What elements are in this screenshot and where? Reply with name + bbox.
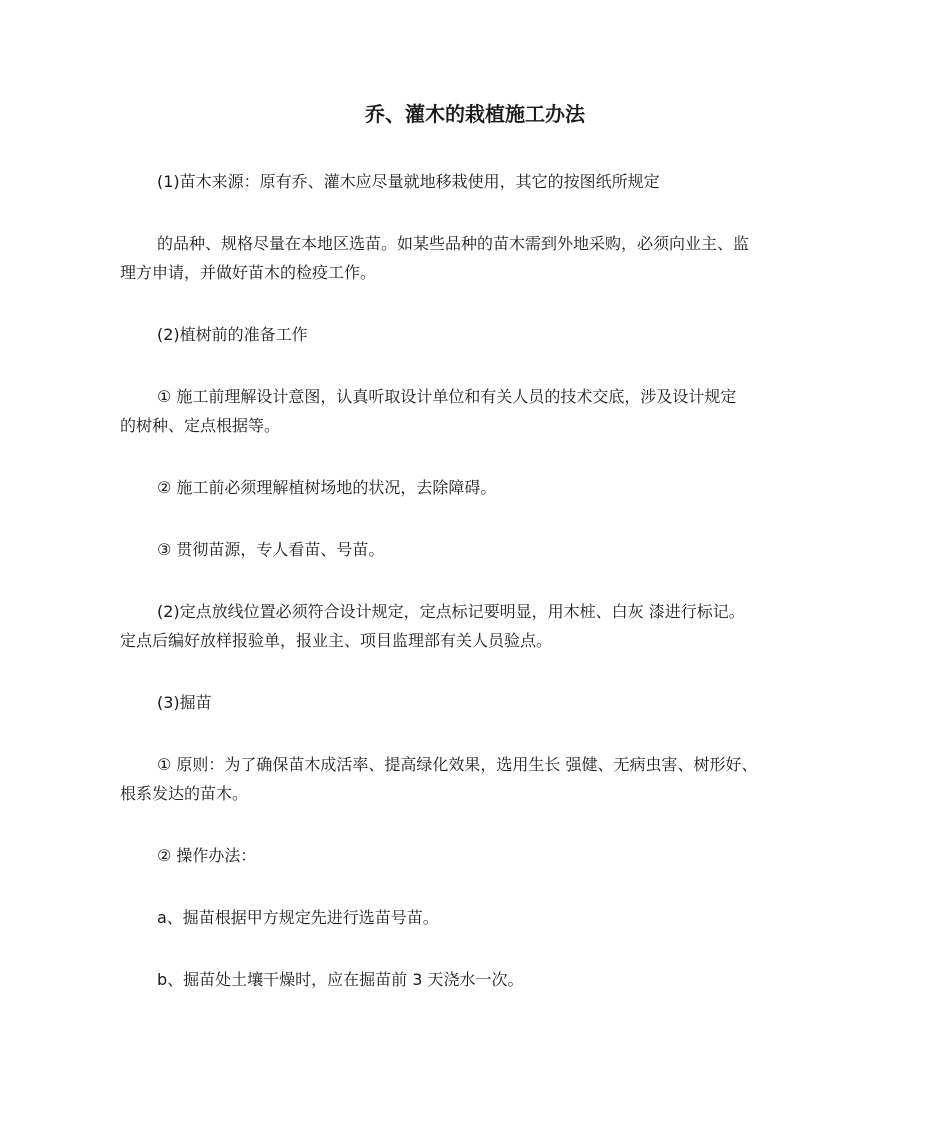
- paragraph-line: 定点后编好放样报验单，报业主、项目监理部有关人员验点。: [120, 631, 553, 650]
- paragraph-digging-method: [120, 841, 836, 870]
- paragraph-line: (3)掘苗: [157, 693, 212, 712]
- paragraph-line: 根系发达的苗木。: [120, 784, 249, 803]
- paragraph-line: ② 施工前必须理解植树场地的状况，去除障碍。: [157, 478, 497, 497]
- paragraph-line: 理方申请，并做好苗木的检疫工作。: [120, 263, 377, 282]
- paragraph-method-b: [120, 965, 836, 994]
- paragraph-prep-item-3: [120, 535, 836, 564]
- paragraph-heading-digging: [120, 688, 836, 717]
- paragraph-line: ③ 贯彻苗源，专人看苗、号苗。: [157, 540, 385, 559]
- paragraph-prep-item-2: [120, 473, 836, 502]
- paragraph-line: ② 操作办法：: [157, 846, 257, 865]
- paragraph-line: b、掘苗处土壤干燥时，应在掘苗前 3 天浇水一次。: [157, 970, 524, 989]
- paragraph-seedling-selection: [120, 229, 836, 287]
- paragraph-line: (1)苗木来源：原有乔、灌木应尽量就地移栽使用，其它的按图纸所规定: [157, 172, 660, 191]
- paragraph-line: 的树种、定点根据等。: [120, 416, 281, 435]
- paragraph-line: ① 施工前理解设计意图，认真听取设计单位和有关人员的技术交底，涉及设计规定: [157, 387, 737, 406]
- paragraph-heading-preparation: [120, 320, 836, 349]
- paragraph-method-a: [120, 903, 836, 932]
- document-title: 乔、灌木的栽植施工办法: [365, 102, 585, 126]
- paragraph-line: (2)定点放线位置必须符合设计规定，定点标记要明显，用木桩、白灰 漆进行标记。: [157, 602, 745, 621]
- paragraph-line: 的品种、规格尽量在本地区选苗。如某些品种的苗木需到外地采购，必须向业主、监: [157, 234, 750, 253]
- paragraph-layout-marking: [120, 597, 836, 655]
- paragraph-digging-principle: [120, 750, 836, 808]
- paragraph-seedling-source: [120, 167, 836, 196]
- paragraph-prep-item-1: [120, 382, 836, 440]
- paragraph-line: a、掘苗根据甲方规定先进行选苗号苗。: [157, 908, 439, 927]
- paragraph-line: (2)植树前的准备工作: [157, 325, 308, 344]
- paragraph-line: ① 原则：为了确保苗木成活率、提高绿化效果，选用生长 强健、无病虫害、树形好、: [157, 755, 758, 774]
